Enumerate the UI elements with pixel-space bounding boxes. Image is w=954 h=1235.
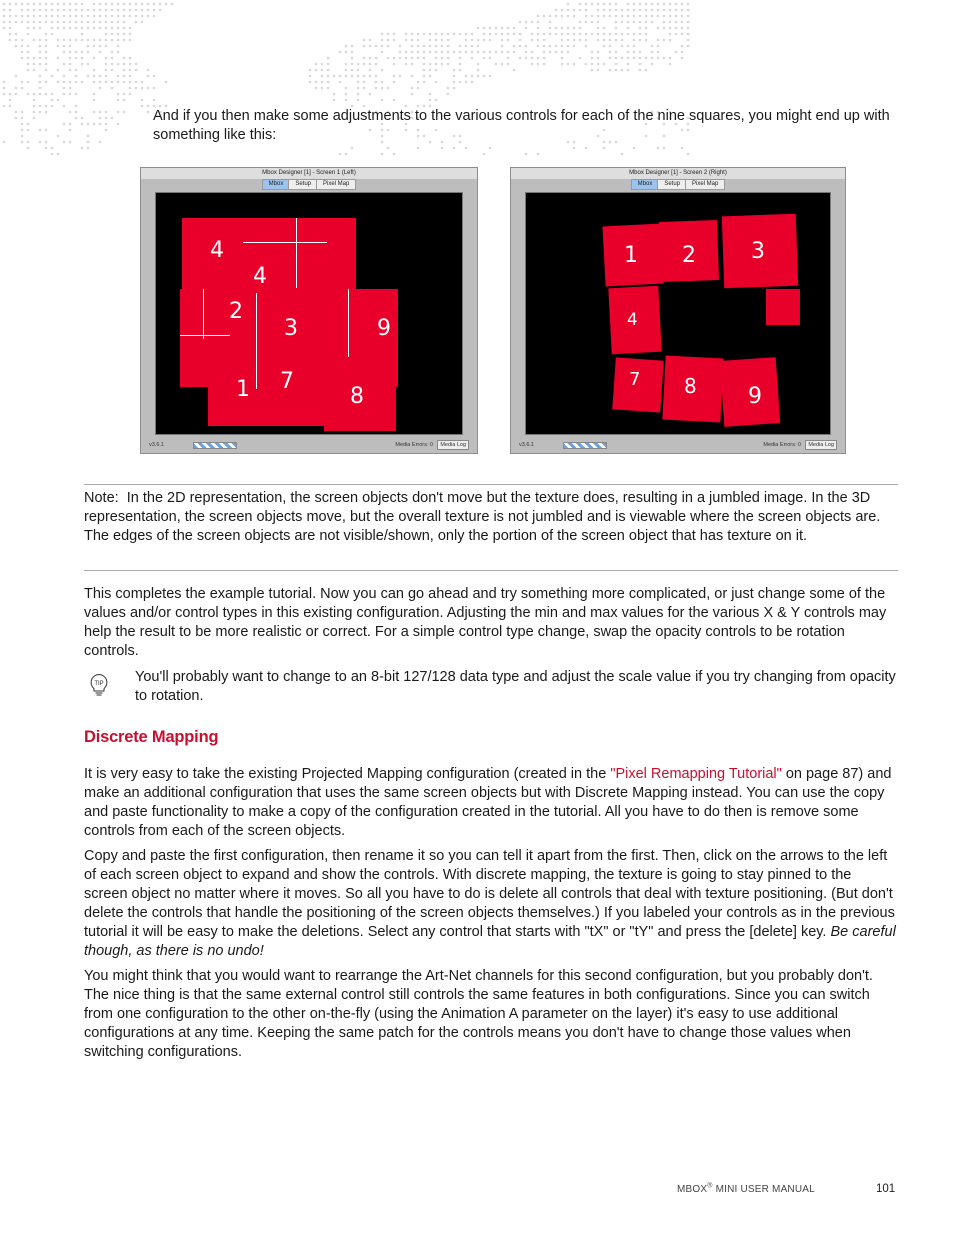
- tile: [208, 358, 324, 426]
- tile: [766, 289, 800, 325]
- media-errors-label: Media Errors: 0: [763, 442, 801, 448]
- tile-label: 8: [350, 384, 364, 409]
- body-paragraph: [84, 765, 898, 841]
- tile-label: 1: [236, 377, 250, 402]
- text-run: on page 87) and make an additional configuration that uses the same screen objects but with Discrete Mapping instead. You can use the copy and paste functionality to make a copy of the configuration created in the tutorial. All you have to do then is remove some controls from each of the screen objects.: [84, 766, 892, 839]
- tip-text: You'll probably want to change to an 8-bit 127/128 data type and adjust the scale value if you try changing from opacity to rotation.: [135, 669, 896, 704]
- tile-label: 4: [627, 310, 638, 330]
- tile-label: 8: [684, 374, 697, 398]
- tip-icon-label: TIP: [94, 681, 104, 687]
- tile-label: 2: [682, 243, 696, 268]
- tab-pixel-map[interactable]: Pixel Map: [316, 179, 356, 190]
- pixel-remapping-tutorial-link[interactable]: "Pixel Remapping Tutorial": [610, 766, 782, 782]
- tile-label: 4: [253, 264, 267, 289]
- section-heading: Discrete Mapping: [84, 728, 219, 746]
- window-title: Mbox Designer [1] - Screen 1 (Left): [141, 168, 477, 179]
- tile-label: 9: [748, 384, 762, 409]
- tab-mbox[interactable]: Mbox: [262, 179, 291, 190]
- tile-label: 3: [284, 316, 298, 341]
- status-bar: [149, 440, 469, 450]
- progress-indicator: [193, 442, 237, 449]
- preview-stage: [525, 192, 831, 435]
- tile-label: 4: [210, 238, 224, 263]
- tile-label: 3: [751, 239, 765, 264]
- media-errors-label: Media Errors: 0: [395, 442, 433, 448]
- tile-label: 2: [229, 299, 243, 324]
- page-number: 101: [876, 1183, 896, 1195]
- tile-label: 7: [280, 369, 294, 394]
- footer-manual-title: MBOX® MINI USER MANUAL: [677, 1182, 815, 1195]
- body-paragraph: You might think that you would want to rearrange the Art-Net channels for this second configuration, but you probably don't. The nice thing is that the same external control still controls the same features in both configurations. Since you can switch from one configuration to the other on-the-fly (using the Animation A parameter on the layer) it's easy to use additional configurations at any time. Keeping the same patch for the controls means you don't have to change those values when switching configurations.: [84, 968, 873, 1060]
- progress-indicator: [563, 442, 607, 449]
- version-label: v3.6.1: [149, 442, 164, 448]
- tab-pixel-map[interactable]: Pixel Map: [685, 179, 725, 190]
- tile-label: 1: [624, 243, 638, 268]
- preview-stage: [155, 192, 463, 435]
- media-log-button[interactable]: Media Log: [437, 440, 469, 450]
- note-text: In the 2D representation, the screen objects don't move but the texture does, resulting in a jumbled image. In the 3D representation, the screen objects move, but the overall texture is not jumbled and is viewable where the screen objects are. The edges of the screen objects are not visible/shown, only the portion of the screen object that has texture on it.: [84, 490, 881, 544]
- screenshot-right: [510, 167, 846, 454]
- body-paragraph: This completes the example tutorial. Now you can go ahead and try something more complicated, or just change some of the values and/or control types in this existing configuration. Adjusting the min and max values for the various X & Y controls may help the result to be more realistic or correct. For a simple control type change, swap the opacity controls to be rotation controls.: [84, 586, 887, 659]
- warning-emphasis: Be careful though, as there is no undo!: [84, 924, 896, 959]
- version-label: v3.6.1: [519, 442, 534, 448]
- intro-paragraph: And if you then make some adjustments to the various controls for each of the nine squares, you might end up with something like this:: [153, 108, 890, 143]
- tab-bar: [511, 179, 845, 188]
- note-paragraph: [84, 489, 898, 546]
- tab-bar: [141, 179, 477, 188]
- lightbulb-tip-icon: [88, 673, 110, 697]
- text-run: It is very easy to take the existing Projected Mapping configuration (created in the: [84, 766, 611, 782]
- status-bar: [519, 440, 837, 450]
- tile-label: 9: [377, 316, 391, 341]
- tile-label: 7: [629, 369, 641, 390]
- window-title: Mbox Designer [1] - Screen 2 (Right): [511, 168, 845, 179]
- tab-mbox[interactable]: Mbox: [631, 179, 660, 190]
- note-label: Note:: [84, 490, 119, 506]
- screenshot-left: [140, 167, 478, 454]
- note-bottom-divider: [84, 570, 898, 571]
- tab-setup[interactable]: Setup: [288, 179, 318, 190]
- tab-setup[interactable]: Setup: [657, 179, 687, 190]
- note-top-divider: [84, 484, 898, 485]
- media-log-button[interactable]: Media Log: [805, 440, 837, 450]
- body-paragraph: [84, 847, 898, 961]
- text-run: Copy and paste the first configuration, then rename it so you can tell it apart from the first. Then, click on the arrows to the left of each screen object to expand and show the controls. With discrete mapping, the texture is going to stay pinned to the screen object no matter where it moves. So all you have to do is delete all controls that deal with texture positioning. (But don't delete the controls that handle the positioning of the screen objects themselves.) If you labeled your controls as in the previous tutorial it will be easy to make the deletions. Select any control that starts with "tX" or "tY" and press the [delete] key.: [84, 848, 895, 940]
